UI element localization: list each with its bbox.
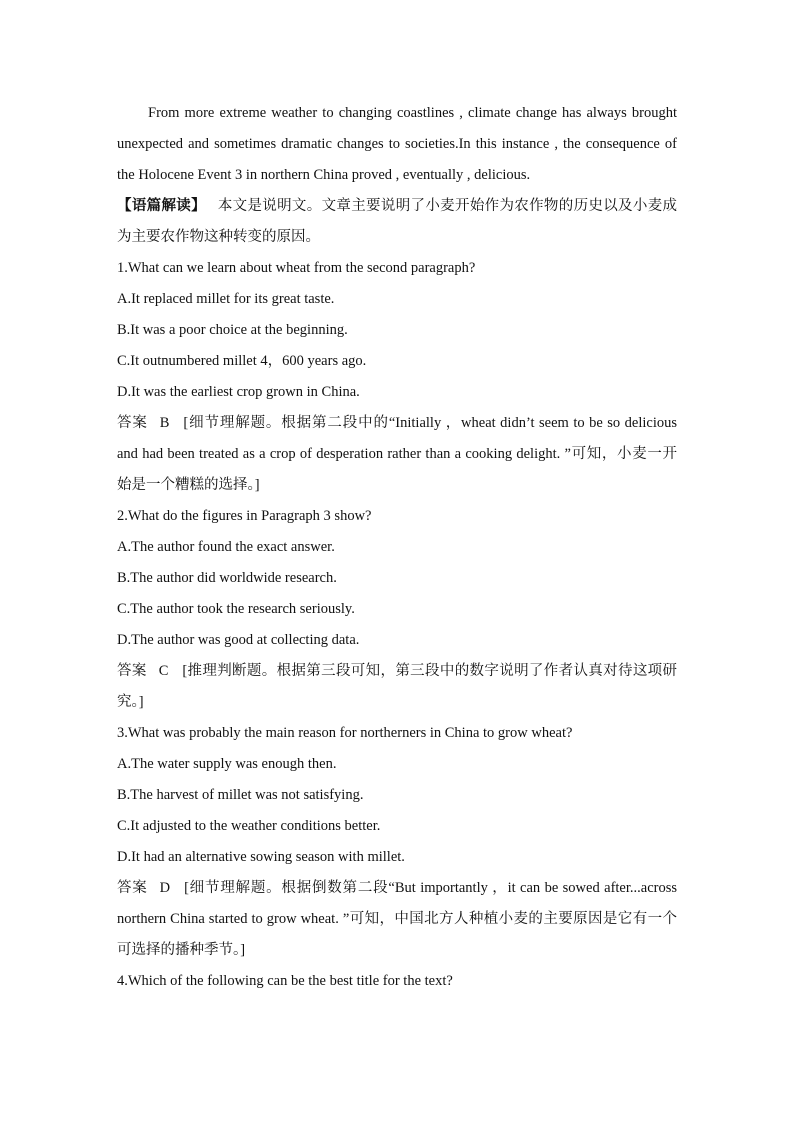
question-3-option-a: A.The water supply was enough then. xyxy=(117,756,337,772)
question-1-answer xyxy=(117,408,677,501)
question-2-option-a: A.The author found the exact answer. xyxy=(117,539,335,555)
question-3-option-b: B.The harvest of millet was not satisfying. xyxy=(117,787,364,803)
document-page xyxy=(117,98,677,997)
answer-explanation: [推理判断题。根据第三段可知，第三段中的数字说明了作者认真对待这项研究。] xyxy=(117,663,677,710)
analysis-label: 【语篇解读】 xyxy=(117,198,206,214)
answer-letter: D xyxy=(159,880,171,896)
question-1-option-a: A.It replaced millet for its great taste. xyxy=(117,291,335,307)
question-2-option-d: D.The author was good at collecting data. xyxy=(117,632,360,648)
question-1-option-d: D.It was the earliest crop grown in China. xyxy=(117,384,360,400)
question-2-answer xyxy=(117,656,677,718)
question-2-option-c: C.The author took the research seriously. xyxy=(117,601,355,617)
question-3-option-d: D.It had an alternative sowing season with millet. xyxy=(117,849,405,865)
answer-label: 答案 xyxy=(117,663,147,679)
answer-explanation: [细节理解题。根据倒数第二段“But importantly ，it can be sowed after...across northern China started to grow wheat. ”可知，中国北方人种植小麦的主要原因是它有一个可选择的播种季节。] xyxy=(117,880,678,958)
answer-letter: C xyxy=(158,663,169,679)
passage-final-paragraph: From more extreme weather to changing coastlines , climate change has always brought unexpected and sometimes dramatic changes to societies.In this instance , the consequence of the Holocene Event 3 in northern China proved , eventually , delicious. xyxy=(117,105,677,183)
question-2-stem: 2.What do the figures in Paragraph 3 show? xyxy=(117,508,372,524)
question-3-stem: 3.What was probably the main reason for northerners in China to grow wheat? xyxy=(117,725,573,741)
answer-explanation: [细节理解题。根据第二段中的“Initially ，wheat didn’t seem to be so delicious and had been treated as a crop of desperation rather than a cooking delight. ”可知，小麦一开始是一个糟糕的选择。] xyxy=(117,415,677,493)
answer-label: 答案 xyxy=(117,415,148,431)
question-1-stem: 1.What can we learn about wheat from the second paragraph? xyxy=(117,260,476,276)
question-1-option-b: B.It was a poor choice at the beginning. xyxy=(117,322,348,338)
question-4-stem: 4.Which of the following can be the best title for the text? xyxy=(117,973,453,989)
answer-letter: B xyxy=(159,415,170,431)
answer-label: 答案 xyxy=(117,880,148,896)
question-3-answer xyxy=(117,873,677,966)
question-3-option-c: C.It adjusted to the weather conditions better. xyxy=(117,818,381,834)
question-1-option-c: C.It outnumbered millet 4，600 years ago. xyxy=(117,353,367,369)
question-2-option-b: B.The author did worldwide research. xyxy=(117,570,337,586)
discourse-analysis xyxy=(117,191,677,253)
analysis-text: 本文是说明文。文章主要说明了小麦开始作为农作物的历史以及小麦成为主要农作物这种转变的原因。 xyxy=(117,198,678,245)
